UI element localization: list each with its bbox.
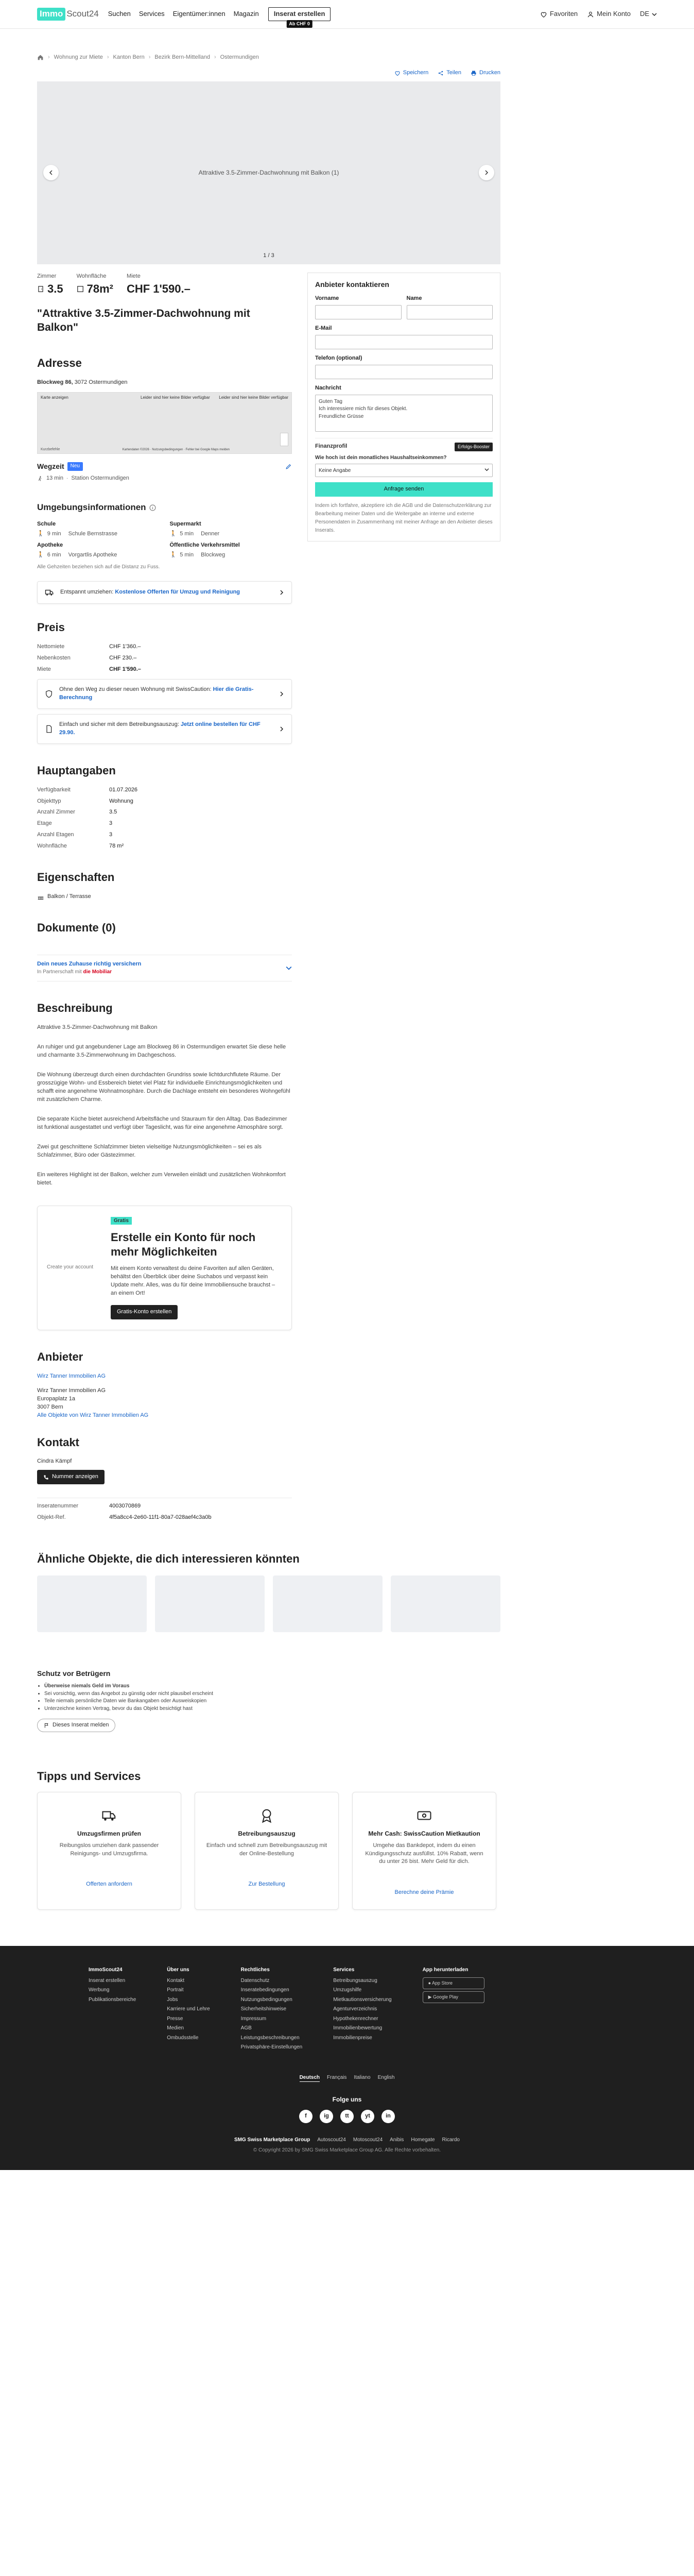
instagram-icon[interactable]: ig — [320, 2110, 333, 2123]
app-store-label: App Store — [432, 1980, 453, 1986]
copyright: © Copyright 2026 by SMG Swiss Marketplace Group AG. Alle Rechte vorbehalten. — [253, 2147, 441, 2154]
documents-heading: Dokumente (0) — [37, 921, 116, 935]
provider-street: Europaplatz 1a — [37, 1395, 75, 1402]
top-header — [0, 0, 694, 29]
surrounding-label: Schule — [37, 521, 56, 527]
swisscaution-link[interactable]: Hier die Gratis-Berechnung — [59, 686, 254, 701]
footer-link[interactable]: Privatsphäre-Einstellungen — [240, 2044, 303, 2050]
listing-id-value: 4003070869 — [109, 1503, 141, 1510]
footer-link[interactable]: Sicherheitshinweise — [240, 2006, 287, 2012]
provider-company: Wirz Tanner Immobilien AG — [37, 1387, 106, 1394]
surrounding-name: Vorgartlis Apotheke — [68, 551, 117, 558]
key-fact-rent — [127, 273, 190, 297]
chevron-right-icon — [279, 590, 284, 595]
similar-heading: Ähnliche Objekte, die dich interessieren könnten — [37, 1552, 300, 1566]
listing-title: "Attraktive 3.5-Zimmer-Dachwohnung mit Balkon" — [37, 307, 250, 333]
language-option[interactable]: Français — [327, 2074, 347, 2080]
gallery-counter: 1 / 3 — [263, 252, 274, 259]
tip-card — [195, 1792, 339, 1910]
heart-icon — [394, 70, 401, 76]
balcony-icon — [37, 893, 44, 901]
free-badge: Gratis — [111, 1217, 132, 1225]
save-button[interactable] — [394, 69, 429, 77]
address-street: Blockweg 86, — [37, 379, 73, 386]
account-promo-card — [37, 1206, 292, 1330]
listing-actions — [0, 69, 500, 77]
similar-listing-card[interactable] — [273, 1575, 383, 1632]
similar-listing-card[interactable] — [37, 1575, 147, 1632]
fraud-section — [37, 1668, 500, 1732]
breadcrumb-item[interactable]: Wohnung zur Miete — [54, 54, 103, 60]
main-info-section — [37, 762, 292, 851]
edit-icon[interactable] — [285, 463, 292, 470]
facebook-icon[interactable]: f — [299, 2110, 313, 2123]
tip-description: Einfach und schnell zum Betreibungsauszug mit der Online-Bestellung — [206, 1842, 327, 1857]
provider-section — [37, 1349, 292, 1420]
account-link[interactable] — [587, 9, 631, 19]
info-value: 01.07.2026 — [109, 786, 138, 793]
debt-extract-text: Einfach und sicher mit dem Betreibungsauszug: — [59, 721, 181, 727]
account-promo-text: Mit einem Konto verwaltest du deine Favoriten auf allen Geräten, behältst den Überblick über deine Suchabos und verpasst kein Update mehr. Alles, was du für deine Immobiliensuche brauchst – an einem Ort! — [111, 1265, 275, 1297]
chevron-down-icon — [484, 467, 489, 472]
breadcrumb-item[interactable]: Ostermundigen — [220, 54, 259, 60]
gallery-prev-button[interactable] — [43, 165, 59, 180]
footer-link[interactable]: Immobilienpreise — [333, 2035, 372, 2041]
tiktok-icon[interactable]: tt — [340, 2110, 354, 2123]
price-total: CHF 1'590.– — [109, 666, 141, 673]
report-listing-label: Dieses Inserat melden — [53, 1722, 109, 1728]
surrounding-label: Öffentliche Verkehrsmittel — [169, 541, 240, 548]
similar-listing-card[interactable] — [155, 1575, 265, 1632]
success-booster-badge: Erfolgs-Booster — [455, 443, 493, 451]
footer-link[interactable]: Umzugshilfe — [333, 1987, 362, 1993]
fraud-tip: • Unterzeichne keinen Vertrag, bevor du das Objekt besichtigt hast — [44, 1705, 500, 1713]
map-label: Leider sind hier keine Bilder verfügbar — [219, 395, 288, 400]
user-icon — [587, 11, 594, 18]
group-link[interactable]: Autoscout24 — [317, 2137, 346, 2143]
fraud-tip: • Überweise niemals Geld im Voraus — [44, 1683, 500, 1690]
document-icon — [45, 725, 53, 733]
info-value: Wohnung — [109, 798, 133, 804]
tip-link[interactable]: Berechne deine Prämie — [394, 1889, 454, 1896]
tip-description: Umgehe das Bankdepot, indem du einen Kündigungsschutz ausfüllst. 10% Rabatt, wenn du unter 26 bist. Mehr Geld für dich. — [365, 1842, 483, 1865]
info-key: Objekttyp — [37, 798, 61, 804]
new-badge: Neu — [67, 462, 83, 471]
lastname-input[interactable] — [407, 305, 493, 319]
price-key: Miete — [37, 666, 51, 673]
travel-time: 13 min — [46, 475, 64, 482]
feature-item: Balkon / Terrasse — [47, 893, 91, 900]
footer-link[interactable]: Betreibungsauszug — [333, 1977, 377, 1984]
key-facts — [37, 273, 292, 297]
footer-link[interactable]: Hypothekenrechner — [333, 2015, 378, 2022]
description-paragraph: Die Wohnung überzeugt durch einen durchdachten Grundriss sowie lichtdurchflutete Räume. Der grosszügige Wohn- und Essbereich bietet viel Platz für individuelle Einrichtungsmöglichkeiten und schafft eine angenehme Wohnatmosphäre. Durch die Dachlage entsteht ein besonderes Wohngefühl mit zusätzlichem Charme. — [37, 1072, 290, 1103]
travel-destination: Station Ostermundigen — [71, 475, 129, 482]
info-value: 3 — [109, 820, 113, 827]
nav-item-services[interactable]: Services — [138, 10, 165, 18]
mobiliar-logo: die Mobiliar — [83, 969, 112, 975]
price-value: CHF 230.– — [109, 655, 137, 662]
similar-listing-card[interactable] — [391, 1575, 500, 1632]
moving-offer-text: Entspannt umziehen: — [60, 589, 115, 596]
print-button[interactable] — [471, 69, 500, 77]
footer-link[interactable]: Ombudsstelle — [167, 2035, 199, 2041]
provider-all-listings-link[interactable]: Alle Objekte von Wirz Tanner Immobilien AG — [37, 1412, 149, 1418]
footer-link[interactable]: Publikationsbereiche — [89, 1996, 136, 2003]
social-links — [0, 2110, 694, 2123]
contact-name: Cindra Kämpf — [37, 1458, 72, 1465]
info-key: Anzahl Zimmer — [37, 809, 75, 816]
listing-id-key: Inseratenummer — [37, 1503, 79, 1510]
info-key: Etage — [37, 820, 52, 827]
truck-icon — [101, 1808, 117, 1823]
footer-column — [333, 1967, 391, 2054]
phone-icon — [43, 1475, 49, 1480]
tip-title: Betreibungsauszug — [238, 1830, 296, 1838]
footer — [0, 1946, 694, 2170]
surrounding-name: Denner — [201, 530, 220, 537]
footer-link[interactable]: Leistungsbeschreibungen — [240, 2035, 300, 2041]
linkedin-icon[interactable]: in — [381, 2110, 395, 2123]
info-icon[interactable] — [149, 504, 156, 511]
firstname-input[interactable] — [315, 305, 402, 319]
area-icon — [77, 285, 84, 293]
footer-column-title: Über uns — [167, 1967, 189, 1973]
tip-link[interactable]: Zur Bestellung — [248, 1881, 285, 1888]
home-icon[interactable] — [37, 54, 44, 61]
moving-offer-link[interactable]: Kostenlose Offerten für Umzug und Reinigung — [115, 589, 240, 596]
surrounding-item — [170, 541, 292, 560]
key-fact-area — [77, 273, 113, 297]
income-select-value: Keine Angabe — [319, 468, 351, 474]
language-switch[interactable] — [640, 9, 657, 19]
chevron-down-icon — [652, 12, 657, 17]
info-key: Verfügbarkeit — [37, 786, 71, 793]
travel-time-title: Wegzeit — [37, 462, 64, 471]
chevron-right-icon — [279, 726, 284, 732]
provider-heading: Anbieter — [37, 1350, 83, 1363]
footer-apps — [423, 1967, 484, 2054]
send-request-button[interactable]: Anfrage senden — [315, 482, 493, 497]
provider-city: 3007 Bern — [37, 1403, 63, 1410]
info-key: Anzahl Etagen — [37, 832, 74, 838]
fraud-heading: Schutz vor Betrügern — [37, 1669, 111, 1678]
description-paragraph: Attraktive 3.5-Zimmer-Dachwohnung mit Balkon — [37, 1024, 158, 1031]
surrounding-label: Apotheke — [37, 541, 63, 548]
tip-description: Reibungslos umziehen dank passender Reinigungs- und Umzugsfirma. — [59, 1842, 159, 1857]
breadcrumb: › Wohnung zur Miete › Kanton Bern › Bezirk Bern-Mittelland › Ostermundigen — [0, 29, 694, 69]
report-listing-button[interactable] — [37, 1719, 115, 1732]
similar-section — [37, 1551, 500, 1632]
object-ref-value: 4f5a8cc4-2e60-11f1-80a7-028aef4c3a0b — [109, 1514, 212, 1521]
main-info-heading: Hauptangaben — [37, 764, 116, 777]
nav-item-search[interactable]: Suchen — [108, 10, 131, 18]
price-heading: Preis — [37, 621, 65, 634]
surrounding-time: 5 min — [180, 551, 194, 558]
gallery-next-button[interactable] — [479, 165, 494, 180]
address-city: 3072 Ostermundigen — [74, 379, 128, 386]
door-icon — [37, 285, 44, 293]
message-textarea[interactable]: Guten Tag Ich interessiere mich für dieses Objekt. Freundliche Grüsse — [315, 395, 493, 432]
group-links — [0, 2137, 694, 2144]
price-section — [37, 619, 292, 743]
footer-column-title: ImmoScout24 — [89, 1967, 123, 1973]
footer-link[interactable]: Jobs — [167, 1996, 178, 2003]
price-key: Nebenkosten — [37, 655, 71, 662]
footer-link[interactable]: Inserat erstellen — [89, 1977, 126, 1984]
lastname-label: Name — [406, 295, 422, 302]
logo-part-b: Scout24 — [66, 9, 99, 19]
surrounding-time: 5 min — [180, 530, 194, 537]
account-promo-title: Erstelle ein Konto für noch mehr Möglichkeiten — [111, 1231, 256, 1258]
surrounding-name: Schule Bernstrasse — [68, 530, 117, 537]
address-section: Adresse Blockweg 86, 3072 Ostermundigen Karte anzeigen Leider sind hier keine Bilder verfügbar Leider sind hier keine Bilder verfügbar Kurzbefehle Kartendaten ©2026 · Nutzungsbedingungen · Fehler bei Google Maps melden Wegzeit Neu 13 min · Station Ostermundigen — [37, 355, 292, 483]
map-shortcuts[interactable]: Kurzbefehle — [41, 447, 60, 451]
map-zoom-control[interactable] — [280, 433, 288, 446]
legal-notice: Indem ich fortfahre, akzeptiere ich die AGB und die Datenschutzerklärung zur Bearbeitung meiner Daten und die Weitergabe an interne und externe Personendaten in Zusammenhang mit meiner Anfrage an den Anbieter dieses Inserats. — [315, 503, 493, 534]
share-button[interactable] — [438, 69, 461, 77]
footer-link[interactable]: Kontakt — [167, 1977, 185, 1984]
footer-apps-title: App herunterladen — [422, 1967, 469, 1973]
swisscaution-card[interactable] — [37, 679, 292, 709]
surroundings-heading: Umgebungsinformationen — [37, 502, 146, 513]
firstname-label: Vorname — [315, 295, 339, 302]
favorites-link[interactable] — [540, 9, 578, 19]
key-fact-value: CHF 1'590.– — [126, 282, 190, 295]
map-attribution: Kartendaten ©2026 · Nutzungsbedingungen · Fehler bei Google Maps melden — [122, 448, 230, 452]
language-label: DE — [639, 10, 649, 18]
price-value: CHF 1'360.– — [109, 643, 141, 650]
footer-link[interactable]: Inseratebedingungen — [240, 1987, 289, 1993]
footer-link[interactable]: Immobilienbewertung — [333, 2025, 383, 2031]
flag-icon — [44, 1723, 49, 1728]
income-question: Wie hoch ist dein monatliches Haushaltseinkommen? — [315, 454, 447, 461]
surrounding-item — [37, 541, 160, 560]
documents-section — [37, 920, 292, 936]
nav-item-owners[interactable]: Eigentümer:innen — [172, 10, 225, 18]
surrounding-label: Supermarkt — [169, 521, 201, 527]
walking-icon — [37, 476, 43, 482]
description-paragraph: Ein weiteres Highlight ist der Balkon, welcher zum Verweilen einlädt und zusätzlichen Wohnkomfort bietet. — [37, 1171, 286, 1186]
description-heading: Beschreibung — [37, 1002, 113, 1015]
debt-extract-link[interactable]: Jetzt online bestellen für CHF 29.90. — [59, 721, 261, 736]
map[interactable] — [37, 392, 292, 454]
surrounding-item — [170, 520, 292, 538]
shield-icon — [45, 690, 53, 698]
fraud-tip: • Sei vorsichtig, wenn das Angebot zu günstig oder nicht plausibel erscheint — [44, 1690, 500, 1698]
tip-title: Mehr Cash: SwissCaution Mietkaution — [368, 1830, 480, 1838]
description-section — [37, 1000, 292, 1187]
main-nav — [108, 9, 259, 19]
surrounding-time: 9 min — [47, 530, 61, 537]
tip-title: Umzugsfirmen prüfen — [77, 1830, 141, 1838]
create-account-button[interactable]: Gratis-Konto erstellen — [111, 1305, 178, 1319]
features-heading: Eigenschaften — [37, 871, 115, 884]
favorites-label: Favoriten — [549, 10, 578, 18]
features-section — [37, 869, 292, 901]
finance-profile-label: Finanzprofil — [315, 443, 348, 450]
cash-icon — [417, 1808, 432, 1823]
moving-offer-card[interactable] — [37, 581, 292, 604]
account-promo-image-alt: Create your account — [47, 1264, 94, 1270]
play-icon: ▶ — [428, 1994, 432, 1999]
footer-link[interactable]: AGB — [240, 2025, 252, 2031]
walking-icon: 🚶 — [169, 530, 177, 537]
group-link[interactable]: Ricardo — [442, 2137, 460, 2143]
show-phone-label: Nummer anzeigen — [52, 1473, 98, 1480]
swisscaution-text: Ohne den Weg zu dieser neuen Wohnung mit SwissCaution: — [59, 686, 213, 692]
surrounding-time: 6 min — [47, 551, 61, 558]
account-label: Mein Konto — [597, 10, 631, 18]
map-label: Karte anzeigen — [41, 395, 68, 400]
chevron-right-icon — [279, 691, 284, 697]
language-switcher — [0, 2074, 694, 2082]
breadcrumb-item[interactable]: Bezirk Bern-Mittelland — [154, 54, 210, 60]
info-key: Wohnfläche — [37, 843, 67, 850]
key-fact-value: 3.5 — [47, 282, 63, 295]
logo-part-a: Immo — [37, 8, 65, 21]
footer-link[interactable]: Agenturverzeichnis — [333, 2006, 377, 2012]
language-option[interactable]: Deutsch — [300, 2074, 320, 2082]
print-label: Drucken — [479, 69, 500, 76]
truck-icon — [45, 588, 54, 597]
phone-label: Telefon (optional) — [315, 355, 362, 362]
description-paragraph: Die separate Küche bietet ausreichend Arbeitsfläche und Stauraum für den Alltag. Das Badezimmer ist funktional ausgestattet und verfügt über Tageslicht, was für eine angenehme Atmosphäre sorgt. — [37, 1115, 287, 1130]
info-value: 3.5 — [109, 809, 117, 816]
footer-link[interactable]: Impressum — [240, 2015, 267, 2022]
create-listing-button[interactable] — [268, 7, 331, 26]
map-label: Leider sind hier keine Bilder verfügbar — [141, 395, 210, 400]
breadcrumb-item[interactable]: Kanton Bern — [113, 54, 145, 60]
create-listing-badge: Ab CHF 0 — [286, 20, 313, 28]
income-select[interactable] — [315, 464, 493, 477]
footer-link[interactable]: Nutzungsbedingungen — [240, 1996, 292, 2003]
surroundings-section — [37, 501, 292, 571]
group-link[interactable]: Homegate — [411, 2137, 435, 2143]
create-listing-label: Inserat erstellen — [273, 10, 325, 18]
contact-section — [37, 1434, 292, 1522]
tip-card — [352, 1792, 496, 1910]
insurance-promo[interactable] — [37, 955, 292, 981]
printer-icon — [471, 70, 477, 76]
description-paragraph: Zwei gut geschnittene Schlafzimmer bieten vielseitige Nutzungsmöglichkeiten – sei es als Schlafzimmer, Büro oder Gästezimmer. — [37, 1143, 262, 1158]
address-heading: Adresse — [37, 357, 82, 370]
info-value: 78 m² — [109, 843, 124, 850]
message-label: Nachricht — [315, 384, 341, 391]
chevron-right-icon — [484, 170, 489, 175]
group-link[interactable]: Anibis — [390, 2137, 404, 2143]
walking-icon: 🚶 — [169, 551, 177, 558]
object-ref-key: Objekt-Ref. — [37, 1514, 66, 1521]
show-phone-button[interactable] — [37, 1470, 105, 1484]
google-play-button[interactable] — [423, 1991, 484, 2003]
fraud-tip: • Teile niemals persönliche Daten wie Bankangaben oder Ausweiskopien — [44, 1698, 500, 1705]
key-fact-label: Wohnfläche — [76, 273, 107, 279]
share-label: Teilen — [446, 69, 462, 76]
walking-icon: 🚶 — [37, 530, 44, 537]
footer-column — [89, 1967, 136, 2054]
share-icon — [438, 70, 444, 76]
follow-us-title: Folge uns — [332, 2096, 362, 2104]
walking-icon: 🚶 — [37, 551, 44, 558]
footer-column — [241, 1967, 303, 2054]
key-fact-rooms — [37, 273, 63, 297]
footer-column-title: Rechtliches — [240, 1967, 270, 1973]
info-value: 3 — [109, 832, 113, 838]
save-label: Speichern — [403, 69, 429, 76]
contact-form-title: Anbieter kontaktieren — [315, 280, 389, 289]
key-fact-label: Miete — [126, 273, 141, 279]
key-fact-label: Zimmer — [37, 273, 57, 279]
surroundings-note: Alle Gehzeiten beziehen sich auf die Distanz zu Fuss. — [37, 564, 160, 570]
tips-heading: Tipps und Services — [37, 1770, 141, 1783]
logo[interactable] — [37, 8, 99, 21]
chevron-down-icon[interactable] — [286, 965, 292, 971]
chevron-left-icon — [48, 170, 54, 175]
email-label: E-Mail — [315, 325, 332, 332]
debt-extract-card[interactable] — [37, 714, 292, 744]
surrounding-name: Blockweg — [201, 551, 225, 558]
contact-form — [307, 273, 500, 542]
surrounding-item — [37, 520, 160, 538]
insurance-title[interactable]: Dein neues Zuhause richtig versichern — [37, 960, 142, 967]
youtube-icon[interactable]: yt — [361, 2110, 374, 2123]
apple-icon: ● — [428, 1980, 431, 1986]
google-play-label: Google Play — [433, 1994, 459, 1999]
language-option[interactable]: English — [377, 2074, 395, 2080]
price-key: Nettomiete — [37, 643, 65, 650]
nav-item-magazine[interactable]: Magazin — [233, 10, 259, 18]
email-input[interactable] — [315, 335, 493, 349]
contact-heading: Kontakt — [37, 1435, 79, 1449]
ribbon-icon — [259, 1808, 274, 1823]
language-option[interactable]: Italiano — [354, 2074, 371, 2080]
group-link[interactable]: Motoscout24 — [353, 2137, 383, 2143]
footer-link[interactable]: Medien — [167, 2025, 184, 2031]
description-paragraph: An ruhiger und gut angebundener Lage am Blockweg 86 in Ostermundigen erwartet Sie diese helle und charmante 3.5-Zimmerwohnung im Dachgeschoss. — [37, 1044, 286, 1059]
footer-link[interactable]: Karriere und Lehre — [167, 2006, 210, 2012]
footer-link[interactable]: Werbung — [89, 1987, 110, 1993]
insurance-partner-label: In Partnerschaft mit — [37, 969, 82, 975]
tips-section — [37, 1768, 500, 1910]
tip-card — [37, 1792, 181, 1910]
key-fact-value: 78m² — [86, 282, 113, 295]
phone-input[interactable] — [315, 365, 493, 379]
footer-column — [167, 1967, 210, 2054]
footer-link[interactable]: Datenschutz — [240, 1977, 270, 1984]
footer-link[interactable]: Presse — [167, 2015, 183, 2022]
footer-column-title: Services — [333, 1967, 355, 1973]
group-link[interactable]: SMG Swiss Marketplace Group — [234, 2137, 310, 2143]
provider-name-link[interactable]: Wirz Tanner Immobilien AG — [37, 1372, 106, 1379]
footer-link[interactable]: Portrait — [167, 1987, 184, 1993]
image-gallery[interactable] — [37, 81, 500, 264]
footer-link[interactable]: Mietkautionsversicherung — [333, 1996, 392, 2003]
tip-link[interactable]: Offerten anfordern — [86, 1881, 132, 1888]
heart-icon — [540, 11, 547, 18]
gallery-image-alt: Attraktive 3.5-Zimmer-Dachwohnung mit Balkon (1) — [198, 168, 339, 176]
app-store-button[interactable] — [423, 1977, 484, 1989]
